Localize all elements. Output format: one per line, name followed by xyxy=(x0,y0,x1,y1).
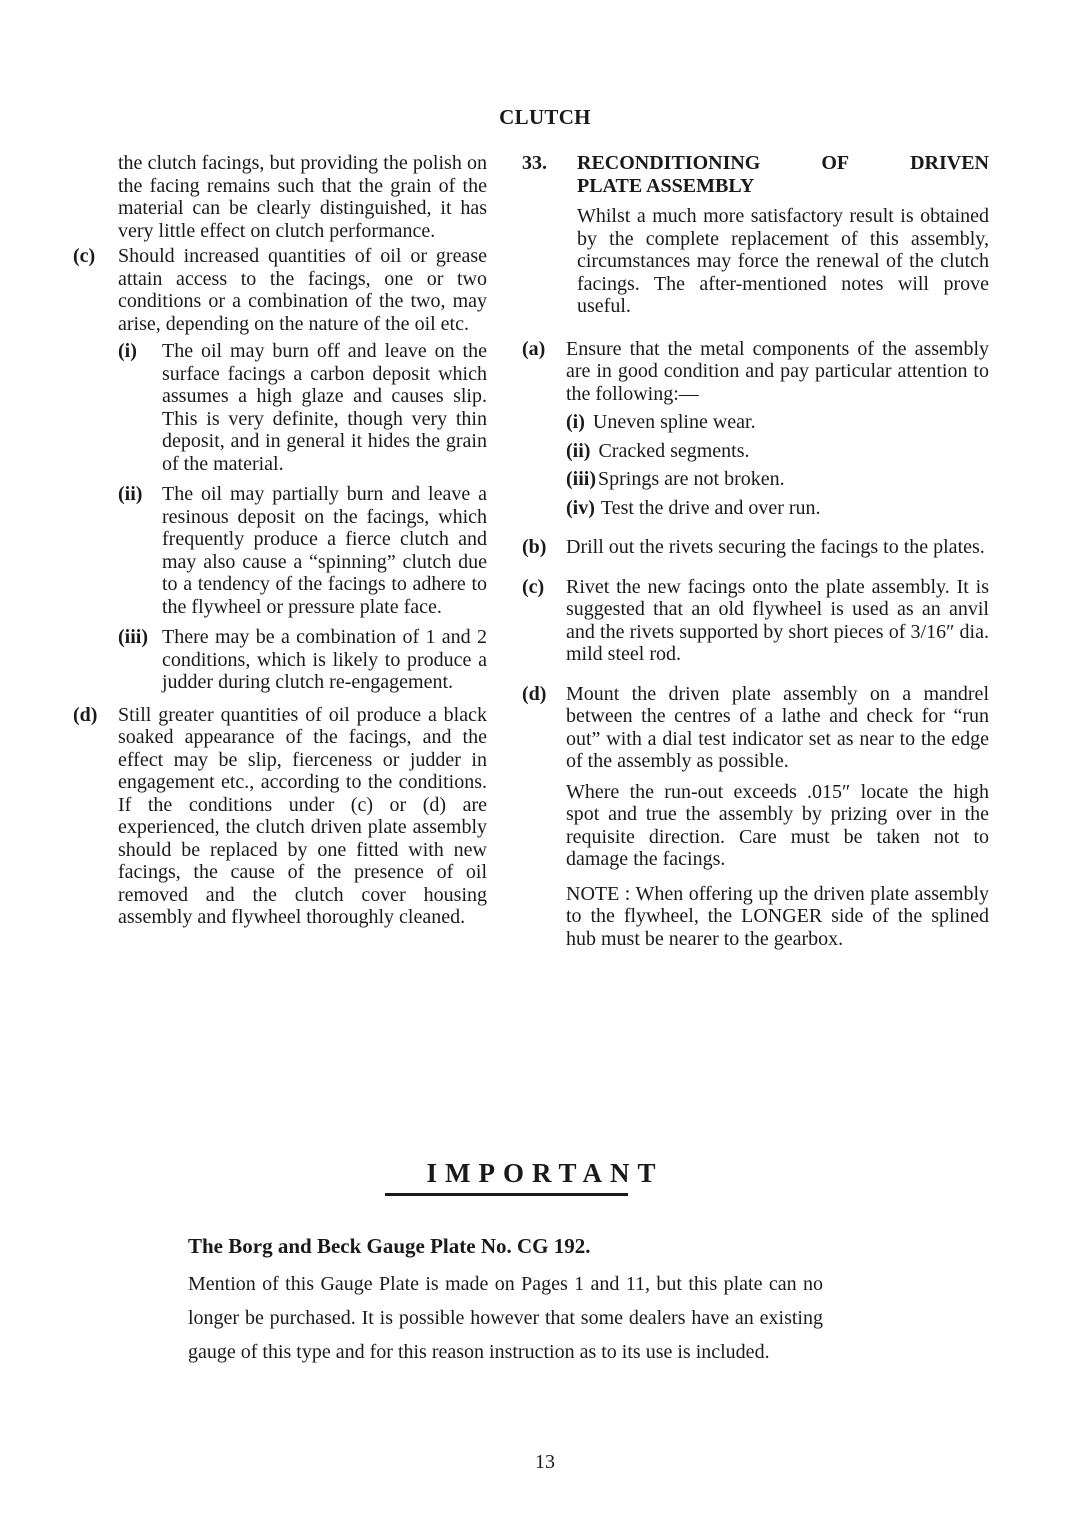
item-label: (d) xyxy=(73,703,98,726)
important-heading: IMPORTANT xyxy=(426,1158,664,1188)
left-item-d xyxy=(73,704,487,929)
left-intro-paragraph: the clutch facings, but providing the polish on the facing remains such that the grain of the material can be clearly distinguished, it has very little effect on clutch performance. xyxy=(118,152,487,242)
left-item-c xyxy=(73,245,487,702)
sub-list xyxy=(566,411,989,519)
right-item-c xyxy=(522,576,989,666)
section-title-word: DRIVEN xyxy=(910,152,989,174)
item-text: Mount the driven plate assembly on a mandrel between the centres of a lathe and check for “run out” with a dial test indicator set as near to the edge of the assembly as possible. xyxy=(566,682,989,772)
item-label: (c) xyxy=(522,575,545,598)
section-number: 33. xyxy=(522,152,547,174)
sub-item-label: (iii) xyxy=(118,626,148,648)
item-label: (c) xyxy=(73,245,96,267)
right-item-d xyxy=(522,683,989,951)
item-text: Rivet the new facings onto the plate assembly. It is suggested that an old flywheel is used as an anvil and the rivets supported by short pieces of 3/16″ dia. mild steel rod. xyxy=(566,575,989,665)
sub-item-text: Test the drive and over run. xyxy=(600,496,821,519)
item-label: (a) xyxy=(522,337,546,360)
sub-item xyxy=(566,497,989,520)
sub-item-label: (i) xyxy=(566,411,585,433)
sub-item-text: There may be a combination of 1 and 2 conditions, which is likely to produce a judder during clutch re-engagement. xyxy=(162,626,487,693)
section-title-word: RECONDITIONING xyxy=(577,152,761,174)
item-text: Drill out the rivets securing the facings to the plates. xyxy=(566,536,985,558)
sub-list xyxy=(118,340,487,694)
right-column xyxy=(522,152,989,950)
section-heading xyxy=(522,152,989,197)
sub-item xyxy=(566,411,989,434)
sub-item-text: Cracked segments. xyxy=(598,439,750,462)
section-title-line2: PLATE ASSEMBLY xyxy=(577,174,755,197)
sub-item-label: (iii) xyxy=(566,468,596,490)
sub-item xyxy=(566,468,989,491)
sub-item-text: Uneven spline wear. xyxy=(592,411,756,433)
item-text: Still greater quantities of oil produce a black soaked appearance of the facings, and the effect may be slip, fierceness or judder in engagement etc., according to the conditions. If the conditions under (c) or (d) are experienced, the clutch driven plate assembly should be replaced by one fitted with new facings, the cause of the presence of oil removed and the clutch cover housing assembly and flywheel thoroughly cleaned. xyxy=(118,703,487,928)
left-column xyxy=(73,152,487,929)
page-header: CLUTCH xyxy=(499,105,591,129)
sub-item-text: The oil may burn off and leave on the surface facings a carbon deposit which assumes a high glaze and causes slip. This is very definite, though very thin deposit, and in general it hides the grain of the material. xyxy=(162,340,487,475)
sub-item-text: The oil may partially burn and leave a resinous deposit on the facings, which frequently produce a fierce clutch and may also cause a “spinning” clutch due to a tendency of the facings to adhere to the flywheel or pressure plate face. xyxy=(162,483,487,618)
important-notice xyxy=(188,1234,823,1369)
sub-item xyxy=(118,340,487,475)
item-label: (d) xyxy=(522,682,547,705)
item-text: Should increased quantities of oil or grease attain access to the facings, one or two conditions or a combination of the two, may arise, depending on the nature of the oil etc. xyxy=(118,245,487,335)
notice-body: Mention of this Gauge Plate is made on Pages 1 and 11, but this plate can no longer be purchased. It is possible however that some dealers have an existing gauge of this type and for this reason instruction as to its use is included. xyxy=(188,1273,823,1363)
notice-title: The Borg and Beck Gauge Plate No. CG 192. xyxy=(188,1234,591,1258)
section-title-word: OF xyxy=(821,152,850,174)
item-paragraph: Where the run-out exceeds .015″ locate the high spot and true the assembly by prizing over in the requisite direction. Care must be taken not to damage the facings. xyxy=(566,780,989,870)
item-text: Ensure that the metal components of the assembly are in good condition and pay particular attention to the following:— xyxy=(566,337,989,405)
right-item-a xyxy=(522,338,989,520)
right-item-b xyxy=(522,536,989,559)
sub-item-text: Springs are not broken. xyxy=(598,468,785,490)
page-number: 13 xyxy=(535,1451,555,1473)
sub-item-label: (iv) xyxy=(566,496,595,519)
sub-item-label: (ii) xyxy=(566,439,591,462)
item-note: NOTE : When offering up the driven plate assembly to the flywheel, the LONGER side of the splined hub must be nearer to the gearbox. xyxy=(566,882,989,950)
sub-item-label: (i) xyxy=(118,340,137,362)
sub-item xyxy=(566,440,989,463)
sub-item xyxy=(118,483,487,618)
sub-item-label: (ii) xyxy=(118,483,143,505)
sub-item xyxy=(118,626,487,694)
item-label: (b) xyxy=(522,536,547,558)
important-underline xyxy=(385,1193,628,1196)
right-intro-paragraph: Whilst a much more satisfactory result is obtained by the complete replacement of this assembly, circumstances may force the renewal of the clutch facings. The after-mentioned notes will prove useful. xyxy=(577,205,989,317)
